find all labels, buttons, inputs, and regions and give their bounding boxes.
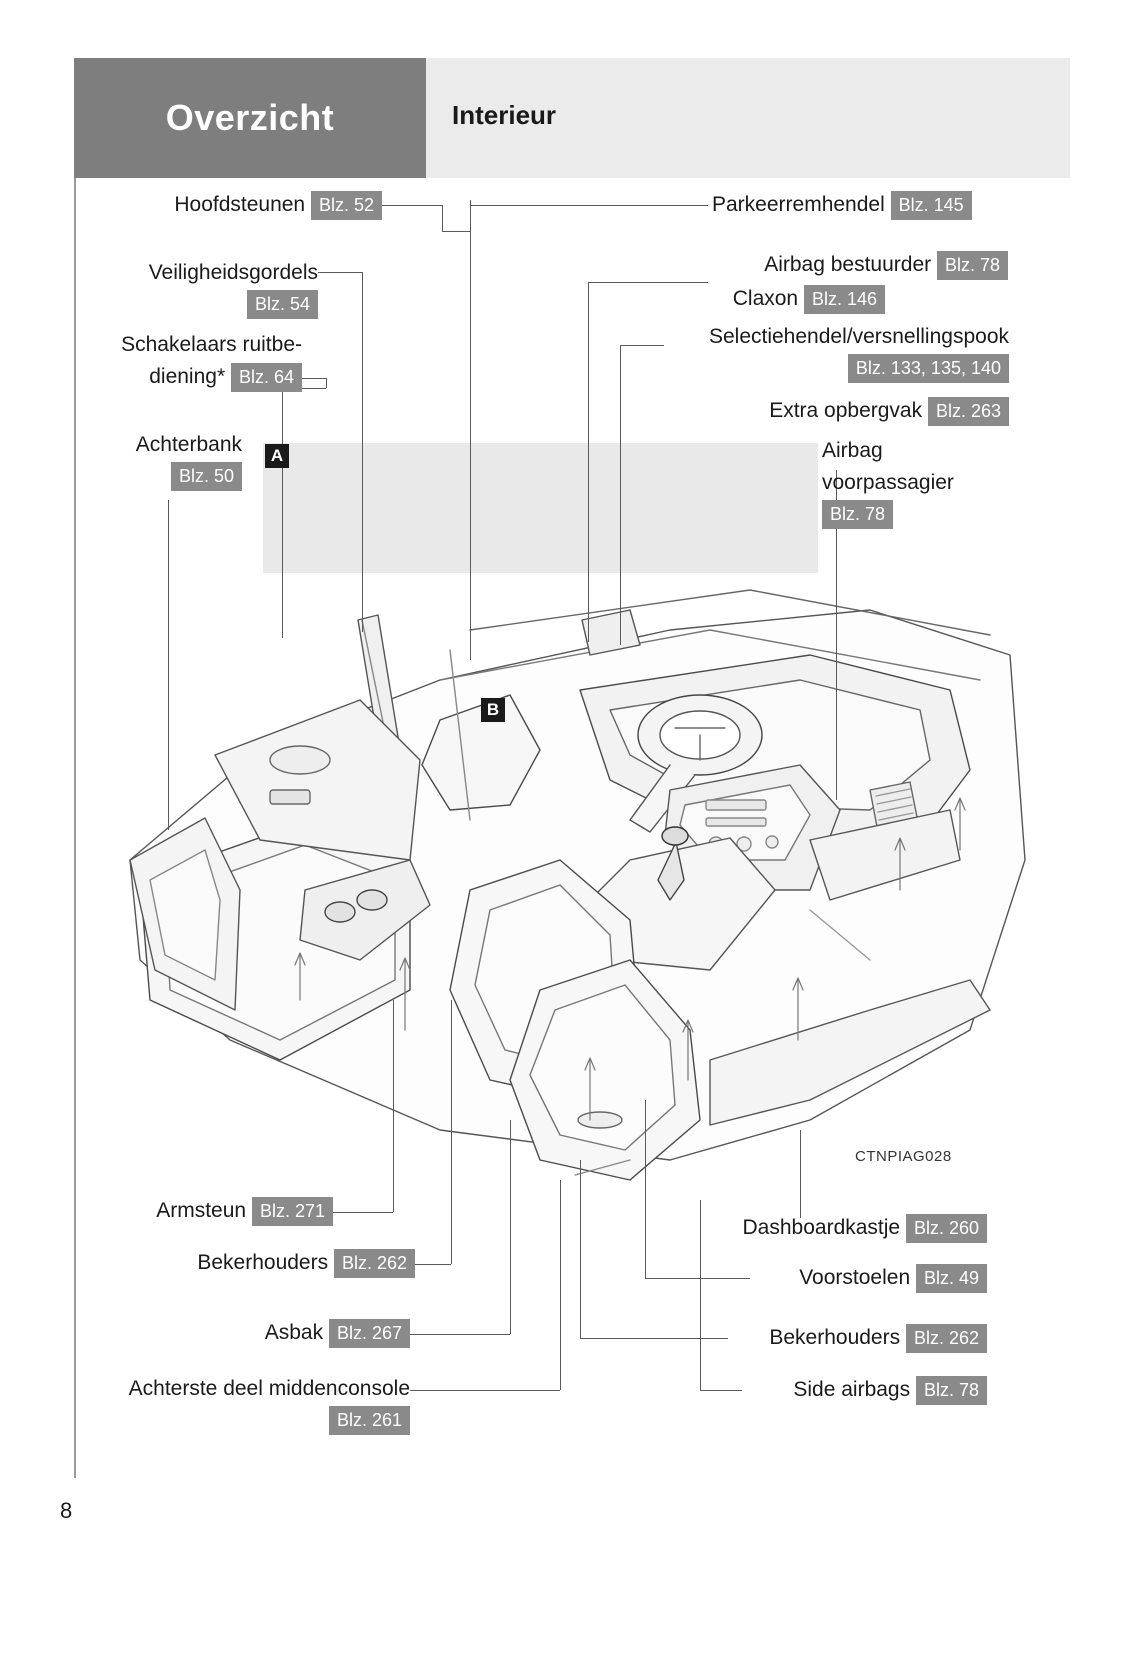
leader-line xyxy=(333,1212,393,1213)
leader-line xyxy=(620,345,621,645)
callout-airbag-bestuurder xyxy=(600,250,1008,282)
leader-line xyxy=(326,378,327,388)
callout-label: Asbak xyxy=(264,1321,324,1344)
callout-achterste-deel-middenconsole xyxy=(40,1374,410,1437)
callout-label: Dashboardkastje xyxy=(742,1216,901,1239)
callout-parkeerremhendel xyxy=(712,190,972,222)
page-number: 8 xyxy=(60,1498,73,1523)
leader-line xyxy=(168,500,169,830)
page-ref-badge: Blz. 263 xyxy=(928,397,1009,426)
illustration-mask xyxy=(263,443,818,573)
callout-label: Achterbank xyxy=(135,433,242,456)
leader-line xyxy=(362,272,363,632)
leader-line xyxy=(382,205,442,206)
callout-bekerhouders-voor xyxy=(560,1323,987,1355)
callout-extra-opbergvak xyxy=(600,396,1009,428)
page-ref-badge: Blz. 262 xyxy=(334,1249,415,1278)
page-ref-badge: Blz. 260 xyxy=(906,1214,987,1243)
leader-line xyxy=(442,205,443,231)
callout-label-2: voorpassagier xyxy=(822,471,954,494)
page-ref-badge: Blz. 78 xyxy=(916,1376,987,1405)
page-ref-badge: Blz. 50 xyxy=(171,462,242,491)
callout-label: Achterste deel middenconsole xyxy=(128,1377,410,1400)
callout-label: Airbag xyxy=(822,439,883,462)
callout-claxon xyxy=(600,284,885,316)
leader-line xyxy=(442,231,470,232)
callout-label: Veiligheidsgordels xyxy=(148,261,318,284)
marker-b: B xyxy=(481,698,505,722)
page-ref-badge: Blz. 64 xyxy=(231,363,302,392)
callout-side-airbags xyxy=(560,1375,987,1407)
callout-label: Schakelaars ruitbe- xyxy=(121,333,302,356)
page-ref-badge: Blz. 49 xyxy=(916,1264,987,1293)
callout-hoofdsteunen xyxy=(40,190,382,222)
callout-dashboardkastje xyxy=(560,1213,987,1245)
leader-line xyxy=(470,200,471,660)
callout-schakelaars-ruitbediening xyxy=(40,330,302,394)
page-ref-badge: Blz. 261 xyxy=(329,1406,410,1435)
page-ref-badge: Blz. 78 xyxy=(822,500,893,529)
page-ref-badge: Blz. 78 xyxy=(937,251,1008,280)
callout-label: Voorstoelen xyxy=(799,1266,911,1289)
callout-label-2: diening* xyxy=(149,365,226,388)
leader-line xyxy=(588,282,708,283)
leader-line xyxy=(580,1160,581,1338)
callout-label: Parkeerremhendel xyxy=(712,193,885,216)
leader-line xyxy=(393,1000,394,1212)
page-title: Interieur xyxy=(452,100,557,130)
callout-label: Hoofdsteunen xyxy=(174,193,306,216)
page-ref-badge: Blz. 267 xyxy=(329,1319,410,1348)
page-header xyxy=(74,58,1070,178)
callout-veiligheidsgordels xyxy=(40,258,318,321)
callout-armsteun xyxy=(40,1196,333,1228)
callout-label: Extra opbergvak xyxy=(769,399,923,422)
callout-achterbank xyxy=(40,430,242,493)
illustration-code: CTNPIAG028 xyxy=(855,1148,952,1165)
page-ref-badge: Blz. 145 xyxy=(891,191,972,220)
leader-line xyxy=(318,272,362,273)
leader-line xyxy=(410,1334,510,1335)
page-ref-badge: Blz. 146 xyxy=(804,285,885,314)
chapter-banner: Overzicht xyxy=(74,58,426,178)
callout-label: Airbag bestuurder xyxy=(764,253,932,276)
leader-line xyxy=(645,1100,646,1278)
callout-selectiehendel xyxy=(600,322,1009,385)
callout-label: Bekerhouders xyxy=(197,1251,329,1274)
page-ref-badge: Blz. 271 xyxy=(252,1197,333,1226)
callout-label: Armsteun xyxy=(156,1199,247,1222)
leader-line xyxy=(410,1390,560,1391)
page-ref-badge: Blz. 52 xyxy=(311,191,382,220)
callout-label: Bekerhouders xyxy=(769,1326,901,1349)
marker-a: A xyxy=(265,444,289,468)
page-ref-badge: Blz. 133, 135, 140 xyxy=(848,354,1009,383)
page-ref-badge: Blz. 262 xyxy=(906,1324,987,1353)
leader-line xyxy=(510,1120,511,1334)
callout-label: Claxon xyxy=(732,287,799,310)
leader-line xyxy=(588,282,589,642)
leader-line xyxy=(800,1130,801,1218)
callout-asbak xyxy=(40,1318,410,1350)
callout-bekerhouders-achter xyxy=(40,1248,415,1280)
interior-illustration xyxy=(110,560,1040,1200)
leader-line xyxy=(470,205,708,206)
callout-label: Selectiehendel/versnellingspook xyxy=(708,325,1009,348)
callout-airbag-voorpassagier xyxy=(822,436,954,531)
leader-line xyxy=(451,1000,452,1264)
callout-label: Side airbags xyxy=(793,1378,911,1401)
leader-line xyxy=(302,378,326,379)
leader-line xyxy=(415,1264,451,1265)
callout-voorstoelen xyxy=(560,1263,987,1295)
page-ref-badge: Blz. 54 xyxy=(247,290,318,319)
leader-line xyxy=(282,388,283,638)
